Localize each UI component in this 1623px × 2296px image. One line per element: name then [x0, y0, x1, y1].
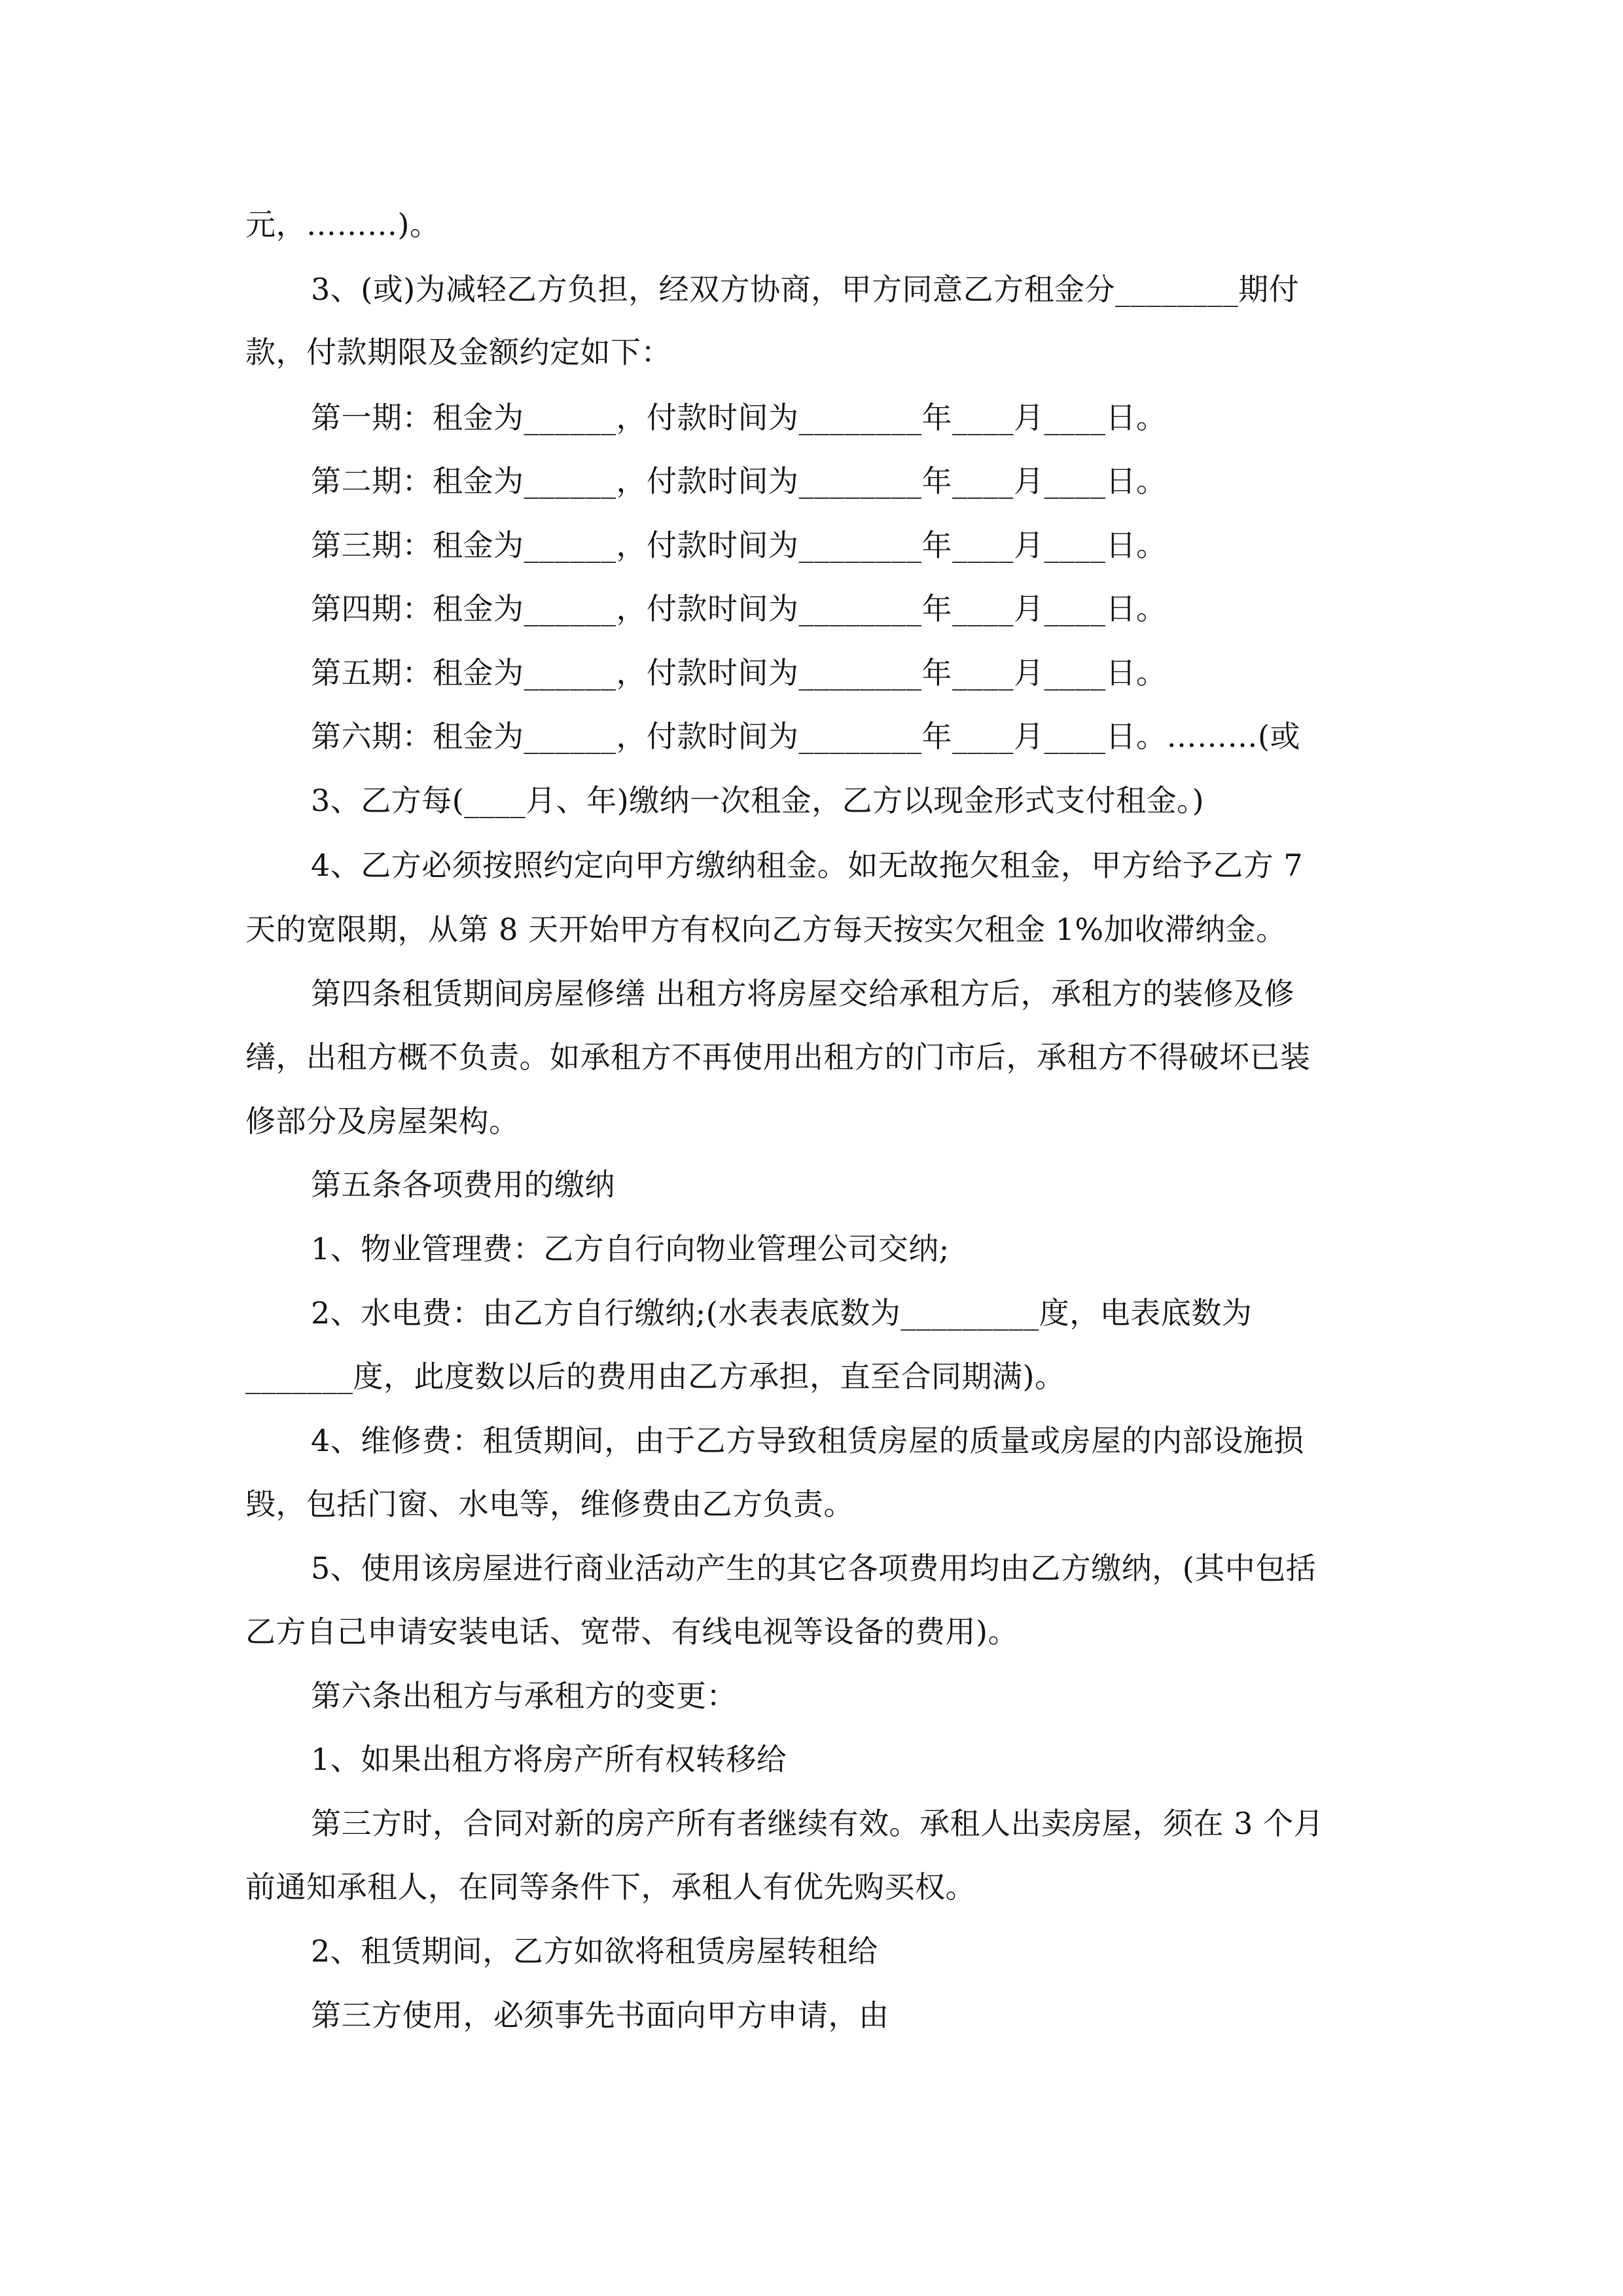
line-text: 第二期：租金为______，付款时间为________年____月____日。 [311, 463, 1167, 499]
line-text: 第五条各项费用的缴纳 [311, 1167, 615, 1202]
text-line [311, 589, 1167, 628]
line-text: 天的宽限期，从第 8 天开始甲方有权向乙方每天按实欠租金 1%加收滞纳金。 [245, 912, 1287, 947]
line-text: 款，付款期限及金额约定如下： [245, 334, 671, 370]
text-line [311, 653, 1167, 692]
text-line [245, 205, 440, 244]
line-text: 4、乙方必须按照约定向甲方缴纳租金。如无故拖欠租金，甲方给予乙方 7 [311, 848, 1304, 883]
text-line [311, 526, 1167, 565]
text-line [311, 781, 1204, 820]
text-line [311, 1996, 889, 2035]
text-line [245, 1037, 1311, 1077]
text-line [245, 1357, 1065, 1396]
line-text: 3、乙方每(____月、年)缴纳一次租金，乙方以现金形式支付租金。) [311, 783, 1205, 818]
line-text: 2、水电费：由乙方自行缴纳;(水表表底数为_________度，电表底数为 [311, 1295, 1253, 1331]
line-text: 1、物业管理费：乙方自行向物业管理公司交纳; [311, 1231, 950, 1266]
line-text: 缮，出租方概不负责。如承租方不再使用出租方的门市后，承租方不得破坏已装 [245, 1039, 1311, 1075]
text-line [245, 1867, 976, 1907]
line-text: 第三期：租金为______，付款时间为________年____月____日。 [311, 528, 1167, 563]
line-text: 第三方时，合同对新的房产所有者继续有效。承租人出卖房屋，须在 3 个月 [311, 1806, 1325, 1841]
text-line [311, 1676, 737, 1715]
text-line [245, 1484, 854, 1524]
text-line [311, 1293, 1252, 1333]
line-text: 第三方使用，必须事先书面向甲方申请，由 [311, 1998, 889, 2033]
line-text: 4、维修费：租赁期间，由于乙方导致租赁房屋的质量或房屋的内部设施损 [311, 1423, 1304, 1458]
line-text: 第一期：租金为______，付款时间为________年____月____日。 [311, 400, 1167, 435]
line-text: 第六条出租方与承租方的变更： [311, 1678, 737, 1713]
text-line [245, 1102, 520, 1141]
text-line [311, 1165, 615, 1204]
text-line [311, 1421, 1304, 1460]
text-line [311, 1740, 787, 1779]
line-text: _______度，此度数以后的费用由乙方承担，直至合同期满)。 [245, 1359, 1065, 1394]
text-line [311, 846, 1303, 885]
text-line [311, 1804, 1324, 1843]
line-text: 2、租赁期间，乙方如欲将租赁房屋转租给 [311, 1933, 878, 1969]
line-text: 第六期：租金为______，付款时间为________年____月____日。………(或 [311, 719, 1300, 754]
text-line [245, 332, 671, 372]
line-text: 第五期：租金为______，付款时间为________年____月____日。 [311, 655, 1167, 691]
line-text: 修部分及房屋架构。 [245, 1103, 520, 1139]
line-text: 第四条租赁期间房屋修缮 出租方将房屋交给承租方后，承租方的装修及修 [311, 976, 1295, 1011]
line-text: 元，………)。 [245, 207, 440, 242]
line-text: 3、(或)为减轻乙方负担，经双方协商，甲方同意乙方租金分________期付 [311, 272, 1300, 307]
text-line [311, 974, 1294, 1013]
text-line [311, 1931, 878, 1971]
line-text: 乙方自己申请安装电话、宽带、有线电视等设备的费用)。 [245, 1614, 1018, 1649]
text-line [245, 910, 1287, 949]
text-line [311, 717, 1300, 756]
line-text: 5、使用该房屋进行商业活动产生的其它各项费用均由乙方缴纳，(其中包括 [311, 1551, 1317, 1586]
text-line [311, 270, 1299, 309]
line-text: 第四期：租金为______，付款时间为________年____月____日。 [311, 591, 1167, 626]
text-line [311, 461, 1167, 501]
line-text: 前通知承租人，在同等条件下，承租人有优先购买权。 [245, 1869, 976, 1905]
text-line [311, 1549, 1316, 1588]
text-line [311, 398, 1167, 437]
line-text: 毁，包括门窗、水电等，维修费由乙方负责。 [245, 1486, 854, 1522]
line-text: 1、如果出租方将房产所有权转移给 [311, 1742, 787, 1777]
text-line [311, 1229, 950, 1268]
text-line [245, 1612, 1018, 1651]
